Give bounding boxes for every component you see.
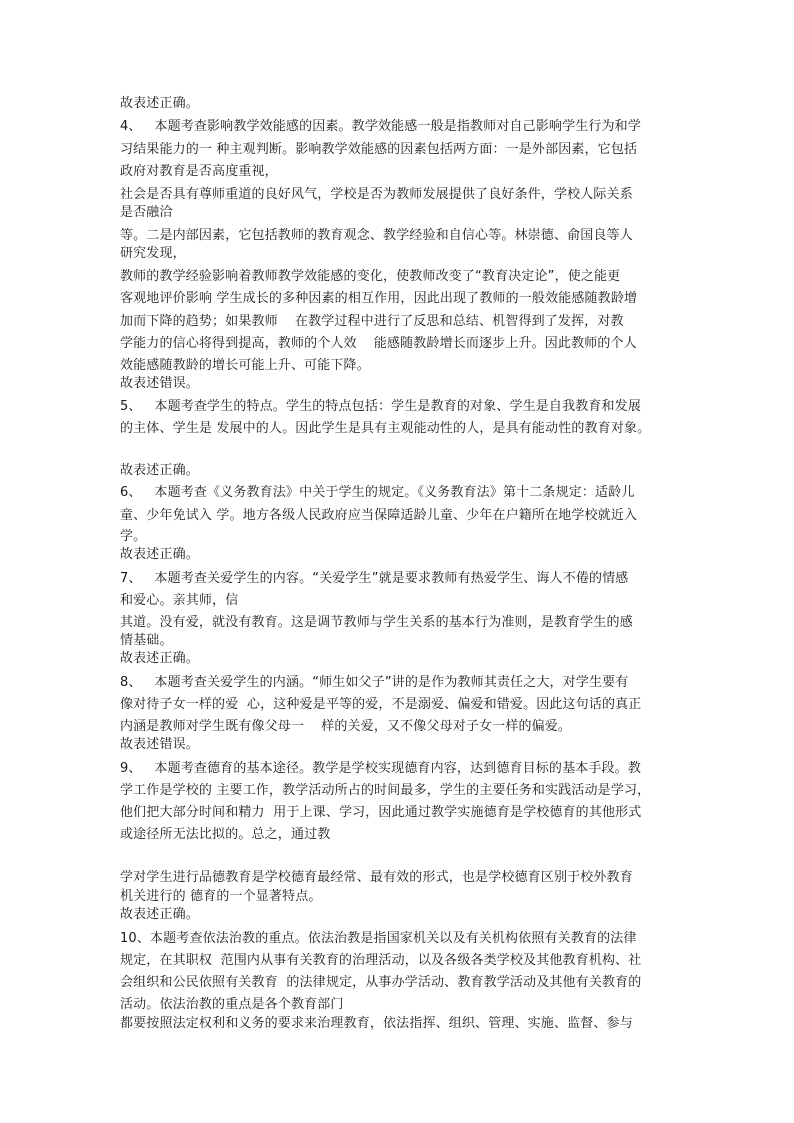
text-line: 和爱心。亲其师，信 <box>120 593 239 608</box>
text-line: 加而下降的趋势；如果教师 在教学过程中进行了反思和总结、机智得到了发挥，对教 <box>120 314 624 329</box>
text-line: 故表述正确。 <box>120 547 199 562</box>
text-line: 学能力的信心将得到提高，教师的个人效 能感随教龄增长而逐步上升。因此教师的个人 <box>120 336 637 351</box>
text-line: 故表述正确。 <box>120 907 199 922</box>
text-line: 活动。依法治教的重点是各个教育部门 <box>120 997 344 1012</box>
text-line: 他们把大部分时间和精力 用于上课、学习，因此通过教学实施德育是学校德育的其他形式 <box>120 805 642 820</box>
text-line: 7、 本题考查关爱学生的内容。“关爱学生”就是要求教师有热爱学生、诲人不倦的情感 <box>120 571 629 586</box>
text-line: 10、本题考查依法治教的重点。依法治教是指国家机关以及有关机构依照有关教育的法律 <box>120 931 637 946</box>
text-line: 等。二是内部因素，它包括教师的教育观念、教学经验和自信心等。林崇德、俞国良等人 <box>120 228 633 243</box>
text-line: 研究发现， <box>120 246 186 261</box>
text-line: 机关进行的 德育的一个显著特点。 <box>120 889 322 904</box>
text-line: 会组织和公民依照有关教育 的法律规定，从事办学活动、教育教学活动及其他有关教育的 <box>120 975 642 990</box>
text-line: 是否融洽 <box>120 205 173 220</box>
text-line: 故表述错误。 <box>120 376 199 391</box>
text-line: 效能感随教龄的增长可能上升、可能下降。 <box>120 358 370 373</box>
text-line: 8、 本题考查关爱学生的内涵。“师生如父子”讲的是作为教师其责任之大，对学生要有 <box>120 675 629 690</box>
text-line: 童、少年免试入 学。地方各级人民政府应当保障适龄儿童、少年在户籍所在地学校就近入 <box>120 508 638 523</box>
text-line: 或途径所无法比拟的。总之，通过教 <box>120 827 331 842</box>
text-line: 学对学生进行品德教育是学校德育最经常、最有效的形式，也是学校德育区别于校外教育 <box>120 870 633 885</box>
text-line: 其道。没有爱，就没有教育。这是调节教师与学生关系的基本行为准则，是教育学生的感 <box>120 615 633 630</box>
text-line: 学工作是学校的 主要工作，教学活动所占的时间最多，学生的主要任务和实践活动是学习， <box>120 783 651 798</box>
text-line: 故表述正确。 <box>120 463 199 478</box>
text-line: 故表述错误。 <box>120 737 199 752</box>
text-line: 习结果能力的一 种主观判断。影响教学效能感的因素包括两方面：一是外部因素，它包括 <box>120 142 638 157</box>
text-line: 客观地评价影响 学生成长的多种因素的相互作用，因此出现了教师的一般效能感随教龄增 <box>120 291 638 306</box>
text-line: 9、 本题考查德育的基本途径。教学是学校实现德育内容，达到德育目标的基本手段。教 <box>120 761 641 776</box>
text-line: 6、 本题考查《义务教育法》中关于学生的规定。《义务教育法》第十二条规定：适龄儿 <box>120 485 635 500</box>
text-line: 4、 本题考查影响教学效能感的因素。教学效能感一般是指教师对自己影响学生行为和学 <box>120 119 641 134</box>
text-line: 像对待子女一样的爱 心，这种爱是平等的爱，不是溺爱、偏爱和错爱。因此这句话的真正 <box>120 697 642 712</box>
text-line: 故表述正确。 <box>120 651 199 666</box>
text-line: 教师的教学经验影响着教师教学效能感的变化，使教师改变了“教育决定论”，使之能更 <box>120 269 621 284</box>
text-line: 的主体、学生是 发展中的人。因此学生是具有主观能动性的人，是具有能动性的教育对象。 <box>120 421 651 436</box>
text-line: 都要按照法定权利和义务的要求来治理教育，依法指挥、组织、管理、实施、监督、参与 <box>120 1016 633 1031</box>
text-line: 规定，在其职权 范围内从事有关教育的治理活动，以及各级各类学校及其他教育机构、社 <box>120 953 642 968</box>
text-line: 社会是否具有尊师重道的良好风气，学校是否为教师发展提供了良好条件，学校人际关系 <box>120 187 633 202</box>
text-line: 学。 <box>120 529 147 544</box>
text-line: 内涵是教师对学生既有像父母一 样的关爱，又不像父母对子女一样的偏爱。 <box>120 719 572 734</box>
text-line: 情基础。 <box>120 633 173 648</box>
text-line: 故表述正确。 <box>120 96 199 111</box>
text-line: 5、 本题考查学生的特点。学生的特点包括：学生是教育的对象、学生是自我教育和发展 <box>120 399 641 414</box>
text-line: 政府对教育是否高度重视， <box>120 164 278 179</box>
